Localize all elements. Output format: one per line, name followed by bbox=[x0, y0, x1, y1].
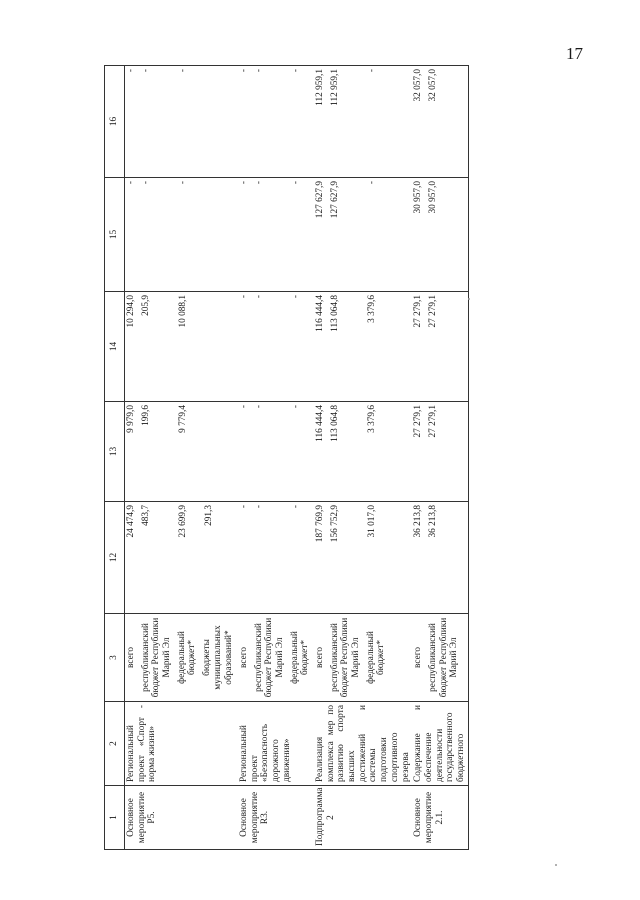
column-header: 1 bbox=[105, 786, 125, 850]
value-col-15: 127 627,9 bbox=[315, 181, 325, 219]
value-col-16: - bbox=[367, 69, 377, 73]
value-col-12: - bbox=[291, 505, 301, 509]
budget-table bbox=[104, 65, 469, 850]
value-col-16: - bbox=[141, 69, 151, 73]
value-col-16-cell bbox=[238, 66, 314, 178]
funding-source: всего bbox=[239, 647, 249, 668]
value-col-14-cell bbox=[314, 292, 412, 402]
column-header: 13 bbox=[105, 402, 125, 502]
funding-source: республиканский бюджет Республики Марий Эл bbox=[329, 617, 362, 698]
funding-source: республиканский бюджет Республики Марий Эл bbox=[253, 617, 286, 698]
value-col-16: 112 959,1 bbox=[315, 69, 325, 106]
value-col-12-cell bbox=[238, 502, 314, 614]
value-col-14-cell bbox=[412, 292, 468, 402]
value-col-16: - bbox=[239, 69, 249, 73]
value-col-12-cell bbox=[314, 502, 412, 614]
value-col-13: - bbox=[239, 405, 249, 409]
value-col-13: 27 279,1 bbox=[428, 405, 439, 438]
value-col-15-cell bbox=[125, 178, 239, 292]
funding-source: федеральный бюджет* bbox=[176, 631, 198, 684]
value-col-14-cell bbox=[125, 292, 239, 402]
column-header: 12 bbox=[105, 502, 125, 614]
value-col-14: - bbox=[254, 295, 264, 299]
value-col-13: 116 444,4 bbox=[315, 405, 325, 442]
row-name: Содержание и обеспечение деятельности государственного бюджетного bbox=[412, 702, 468, 786]
value-col-16-cell bbox=[412, 66, 468, 178]
scan-speck bbox=[468, 298, 470, 300]
value-col-12: 291,3 bbox=[204, 505, 214, 526]
value-col-13-cell bbox=[314, 402, 412, 502]
value-col-13: 199,6 bbox=[141, 405, 151, 426]
funding-source: республиканский бюджет Республики Марий Эл bbox=[140, 617, 173, 698]
value-col-15: 127 627,9 bbox=[330, 181, 340, 219]
funding-source: федеральный бюджет* bbox=[289, 631, 311, 684]
row-name: Региональный проект «Спорт - норма жизни» bbox=[125, 702, 239, 786]
page-number: 17 bbox=[566, 44, 583, 63]
value-col-16-cell bbox=[125, 66, 239, 178]
value-col-13: 113 064,8 bbox=[330, 405, 340, 442]
value-col-14-cell bbox=[238, 292, 314, 402]
value-col-14: 27 279,1 bbox=[428, 295, 439, 328]
value-col-12: 24 474,9 bbox=[126, 505, 136, 538]
value-col-13-cell bbox=[412, 402, 468, 502]
table-row bbox=[125, 66, 239, 850]
value-col-13: 9 779,4 bbox=[178, 405, 188, 433]
value-col-12-cell bbox=[125, 502, 239, 614]
funding-source: всего bbox=[126, 647, 136, 668]
value-col-16: 32 057,0 bbox=[413, 69, 424, 102]
rotated-table-container bbox=[104, 66, 546, 850]
value-col-15: - bbox=[291, 181, 301, 185]
column-header: 2 bbox=[105, 702, 125, 786]
value-col-13 bbox=[204, 405, 237, 498]
funding-source: федеральный бюджет* bbox=[365, 631, 387, 684]
value-col-14 bbox=[204, 295, 237, 398]
value-col-16: - bbox=[178, 69, 188, 73]
value-col-12: 483,7 bbox=[141, 505, 151, 526]
column-header: 3 bbox=[105, 614, 125, 702]
value-col-14: - bbox=[239, 295, 249, 299]
row-code: Подпрограмма 2 bbox=[314, 786, 412, 850]
value-col-12: 36 213,8 bbox=[428, 505, 439, 538]
value-col-16: - bbox=[126, 69, 136, 73]
value-col-15: - bbox=[126, 181, 136, 185]
value-col-12: 23 699,9 bbox=[178, 505, 188, 538]
value-col-13-cell bbox=[238, 402, 314, 502]
funding-source-cell bbox=[412, 614, 468, 702]
funding-source-cell bbox=[314, 614, 412, 702]
value-col-13: - bbox=[291, 405, 301, 409]
value-col-15: 30 957,0 bbox=[413, 181, 424, 214]
funding-source: всего bbox=[315, 647, 325, 668]
table-row bbox=[238, 66, 314, 850]
value-col-14: 116 444,4 bbox=[315, 295, 325, 332]
value-col-12: - bbox=[254, 505, 264, 509]
funding-source: всего bbox=[413, 647, 424, 668]
value-col-14: 205,9 bbox=[141, 295, 151, 316]
value-col-15: - bbox=[367, 181, 377, 185]
row-name: Реализация комплекса мер по развитию спорта высших достижений и системы подготовки спортивного резерва bbox=[314, 702, 412, 786]
row-code: Основное мероприятие Р5. bbox=[125, 786, 239, 850]
value-col-13: - bbox=[254, 405, 264, 409]
value-col-12: 187 769,9 bbox=[315, 505, 325, 543]
value-col-14: 10 088,1 bbox=[178, 295, 188, 328]
value-col-15-cell bbox=[238, 178, 314, 292]
value-col-15: - bbox=[239, 181, 249, 185]
value-col-16: - bbox=[254, 69, 264, 73]
row-code: Основное мероприятие R3. bbox=[238, 786, 314, 850]
value-col-12: - bbox=[239, 505, 249, 509]
value-col-12: 36 213,8 bbox=[413, 505, 424, 538]
funding-source-cell bbox=[238, 614, 314, 702]
value-col-13: 3 379,6 bbox=[367, 405, 377, 433]
column-header: 16 bbox=[105, 66, 125, 178]
table-row bbox=[314, 66, 412, 850]
funding-source: республиканский бюджет Республики Марий Эл bbox=[427, 617, 460, 698]
value-col-14: 113 064,8 bbox=[330, 295, 340, 332]
value-col-15: 30 957,0 bbox=[428, 181, 439, 214]
value-col-14: 27 279,1 bbox=[413, 295, 424, 328]
value-col-15: - bbox=[254, 181, 264, 185]
row-name: Региональный проект «Безопасность дорожного движения» bbox=[238, 702, 314, 786]
scan-speck bbox=[555, 864, 557, 866]
funding-source-cell bbox=[125, 614, 239, 702]
value-col-16: 32 057,0 bbox=[428, 69, 439, 102]
column-number-row bbox=[105, 66, 125, 850]
value-col-13: 27 279,1 bbox=[413, 405, 424, 438]
value-col-14: 3 379,6 bbox=[367, 295, 377, 323]
value-col-16: - bbox=[291, 69, 301, 73]
column-header: 14 bbox=[105, 292, 125, 402]
value-col-13-cell bbox=[125, 402, 239, 502]
value-col-16: 112 959,1 bbox=[330, 69, 340, 106]
table-body bbox=[125, 66, 469, 850]
value-col-14: 10 294,0 bbox=[126, 295, 136, 328]
value-col-12-cell bbox=[412, 502, 468, 614]
value-col-15-cell bbox=[412, 178, 468, 292]
value-col-16-cell bbox=[314, 66, 412, 178]
value-col-13: 9 979,0 bbox=[126, 405, 136, 433]
value-col-15: - bbox=[178, 181, 188, 185]
value-col-15: - bbox=[141, 181, 151, 185]
value-col-14: - bbox=[291, 295, 301, 299]
funding-source: бюджеты муниципальных образований* bbox=[202, 625, 234, 690]
column-header: 15 bbox=[105, 178, 125, 292]
value-col-16 bbox=[204, 69, 237, 174]
value-col-12: 156 752,9 bbox=[330, 505, 340, 543]
row-code: Основное мероприятие 2.1. bbox=[412, 786, 468, 850]
value-col-12: 31 017,0 bbox=[367, 505, 377, 538]
table-row bbox=[412, 66, 468, 850]
value-col-15 bbox=[204, 181, 237, 288]
value-col-15-cell bbox=[314, 178, 412, 292]
